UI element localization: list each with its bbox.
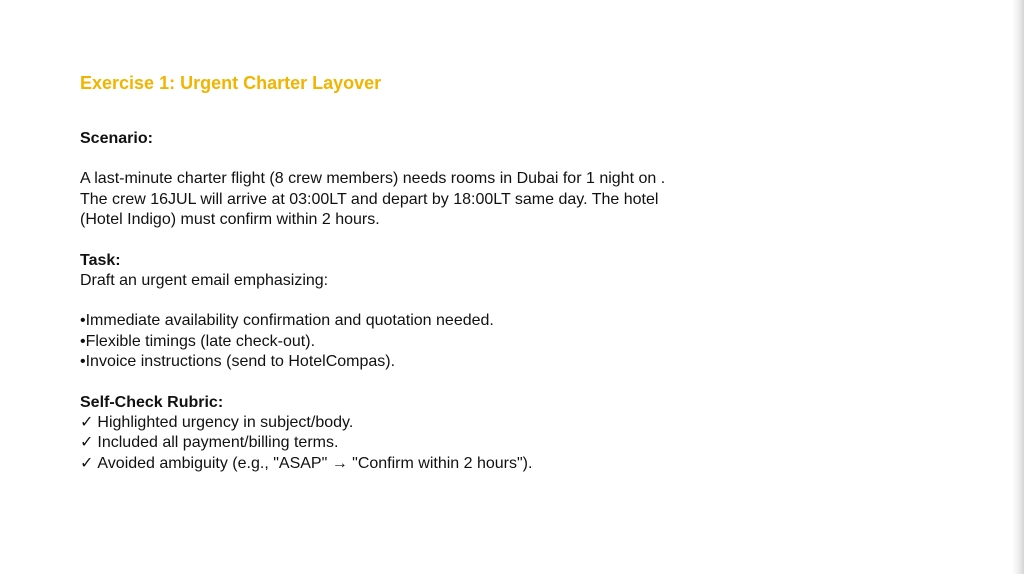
rubric-item-text: Avoided ambiguity (e.g., "ASAP" → "Confirm within 2 hours"). (97, 454, 533, 472)
task-bullet: •Flexible timings (late check-out). (80, 332, 316, 350)
spacer (80, 291, 940, 311)
spacer (80, 373, 940, 393)
scenario-line: (Hotel Indigo) must confirm within 2 hours. (80, 211, 380, 228)
scenario-heading: Scenario: (80, 130, 153, 147)
rubric-item-text: Included all payment/billing terms. (97, 434, 339, 451)
spacer (80, 149, 940, 169)
task-section (80, 251, 940, 373)
checkmark-icon: ✓ (80, 413, 94, 431)
rubric-item (80, 454, 940, 475)
scenario-line: The crew 16JUL will arrive at 03:00LT and depart by 18:00LT same day. The hotel (80, 190, 659, 208)
checkmark-icon: ✓ (80, 434, 94, 451)
rubric-item (80, 413, 940, 434)
rubric-heading: Self-Check Rubric: (80, 393, 224, 411)
slide-title: Exercise 1: Urgent Charter Layover (80, 73, 382, 93)
task-bullet: •Immediate availability confirmation and quotation needed. (80, 312, 494, 329)
checkmark-icon: ✓ (80, 454, 94, 472)
rubric-item-text: Highlighted urgency in subject/body. (97, 413, 354, 431)
slide-content (80, 70, 940, 474)
task-bullet: •Invoice instructions (send to HotelCompas). (80, 353, 396, 370)
scenario-line: A last-minute charter flight (8 crew members) needs rooms in Dubai for 1 night on . (80, 170, 666, 187)
spacer (80, 231, 940, 251)
slide-edge-shadow (1012, 0, 1024, 574)
rubric-item (80, 433, 940, 454)
rubric-section (80, 393, 940, 475)
scenario-section (80, 129, 940, 231)
task-heading: Task: (80, 251, 121, 269)
spacer (80, 96, 940, 129)
task-intro: Draft an urgent email emphasizing: (80, 271, 329, 289)
